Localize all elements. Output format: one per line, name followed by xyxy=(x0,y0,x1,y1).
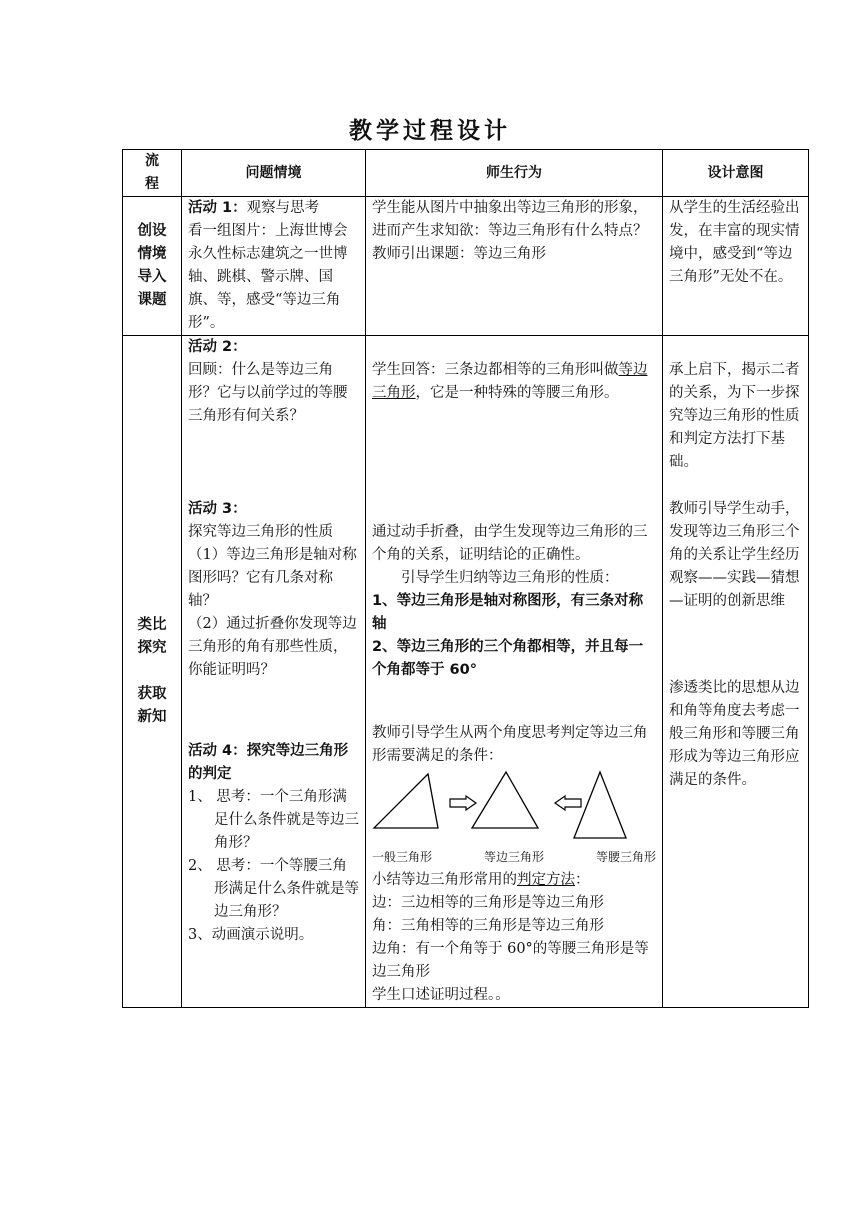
page-title: 教学过程设计 xyxy=(349,118,511,144)
activity-title: 活动 3： xyxy=(188,501,247,517)
flow-cell: 创设 情境 导入 课题 xyxy=(123,197,182,336)
situation-cell: 活动 2： 回顾：什么是等边三角形？它与以前学过的等腰三角形有何关系？ 活动 3： 探究等边三角形的性质 （1）等边三角形是轴对称图形吗？它有几条对称轴？ （2）通过折叠你发现等边三角形的角有那些性质，你能证明吗？ 活动 4：探究等边三角形的判定 1、 思考：一个三角形满足什么条件就是等边三角形？ 2、 思考：一个等腰三角形满足什么条件就是等边三角形？ 3、动画演示说明。 xyxy=(182,336,366,1008)
intent-cell: 从学生的生活经验出发，在丰富的现实情境中，感受到“等边三角形”无处不在。 xyxy=(663,197,809,336)
flow-cell: 类比 探究 获取 新知 xyxy=(123,336,182,1008)
activity-title: 活动 1： xyxy=(188,200,247,216)
lesson-plan-table xyxy=(122,149,809,1008)
caption-equilateral: 等边三角形 xyxy=(483,850,544,864)
arrow-right-icon xyxy=(450,796,476,810)
situation-cell: 活动 1：观察与思考 看一组图片：上海世博会永久性标志建筑之一世博轴、跳棋、警示牌、国旗、等，感受“等边三角形”。 xyxy=(182,197,366,336)
actions-cell: 学生能从图片中抽象出等边三角形的形象，进而产生求知欲：等边三角形有什么特点？ 教师引出课题：等边三角形 xyxy=(366,197,663,336)
isosceles-triangle xyxy=(574,772,626,838)
figure-captions xyxy=(372,846,656,869)
actions-cell: 学生回答：三条边都相等的三角形叫做等边三角形，它是一种特殊的等腰三角形。 通过动手折叠，由学生发现等边三角形的三个角的关系，证明结论的正确性。 引导学生归纳等边三角形的性质： 1、等边三角形是轴对称图形，有三条对称轴 2、等边三角形的三个角都相等，并且每一个角都等于 60° 教师引导学生从两个角度思考判定等边三角形需要满足的条件： 一般三角形 等边三角形 等腰三角形 小结等边三角形常用的判定方法： 边：三边相等的三角形是等边三角形 角：三角相等的三角形是等边三角形 边角：有一个角等于 60°的等腰三角形是等边三角形 学生口述证明过程。。 xyxy=(366,336,663,1008)
activity-title: 活动 2： xyxy=(188,339,247,355)
table-header-row xyxy=(123,150,809,197)
equilateral-triangle xyxy=(472,772,538,828)
term-underlined: 等边三角形 xyxy=(372,362,648,401)
caption-general: 一般三角形 xyxy=(372,850,433,864)
intent-cell: 承上启下，揭示二者的关系，为下一步探究等边三角形的性质和判定方法打下基础。 教师引导学生动手，发现等边三角形三个角的关系让学生经历观察——实践—猜想—证明的创新思维 渗透类比的思想从边和角等角度去考虑一般三角形和等腰三角形成为等边三角形应满足的条件。 xyxy=(663,336,809,1008)
arrow-left-icon xyxy=(555,796,581,810)
header-actions: 师生行为 xyxy=(366,150,663,197)
header-intent: 设计意图 xyxy=(663,150,809,197)
table-row xyxy=(123,336,809,1008)
header-flow: 流 程 xyxy=(123,150,182,197)
triangle-figure xyxy=(372,770,654,840)
general-triangle xyxy=(374,774,438,828)
header-situation: 问题情境 xyxy=(182,150,366,197)
term-underlined: 判定方法 xyxy=(517,872,575,888)
activity-title: 活动 4：探究等边三角形的判定 xyxy=(188,743,349,782)
table-row xyxy=(123,197,809,336)
activity-text: 看一组图片：上海世博会永久性标志建筑之一世博轴、跳棋、警示牌、国旗、等，感受“等边三角形”。 xyxy=(188,223,348,331)
caption-isosceles: 等腰三角形 xyxy=(595,850,656,864)
